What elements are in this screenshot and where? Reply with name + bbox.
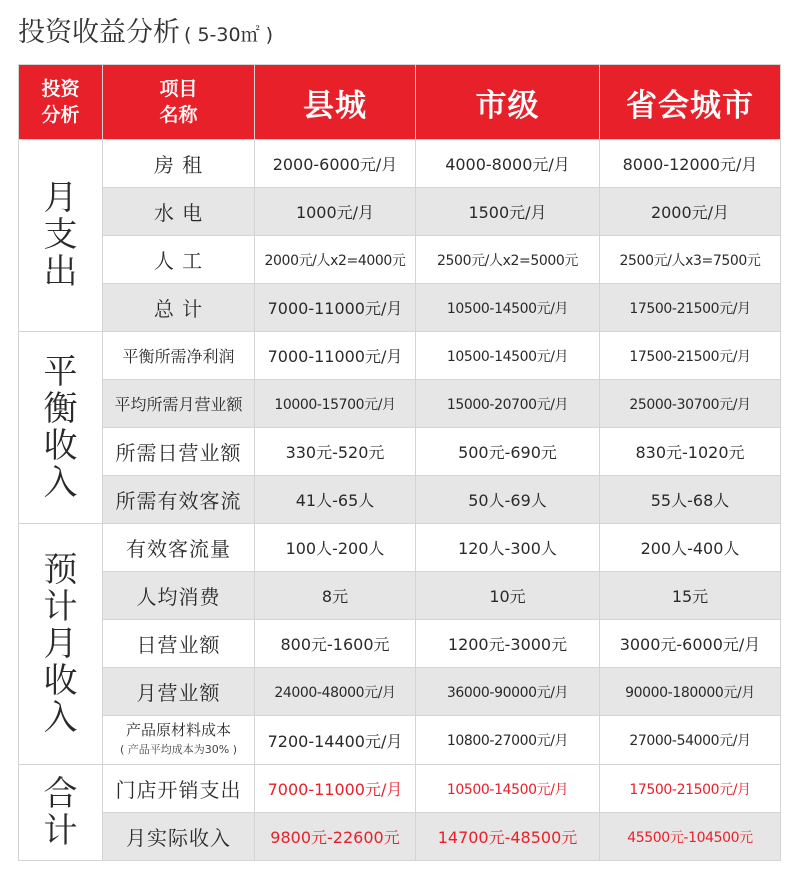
value-city: 2500元/人x2=5000元 xyxy=(416,236,600,284)
table-row xyxy=(19,524,781,572)
table-row xyxy=(19,813,781,861)
table-row xyxy=(19,620,781,668)
row-item-label: 月实际收入 xyxy=(126,826,231,850)
table-row xyxy=(19,716,781,765)
row-item-name xyxy=(103,524,255,572)
header-row xyxy=(19,65,781,140)
value-county: 9800元-22600元 xyxy=(255,813,416,861)
value-city: 10500-14500元/月 xyxy=(416,284,600,332)
value-county: 1000元/月 xyxy=(255,188,416,236)
row-item-label: 月营业额 xyxy=(136,681,221,705)
value-county: 330元-520元 xyxy=(255,428,416,476)
value-city: 10800-27000元/月 xyxy=(416,716,600,765)
group-label-char: 平 xyxy=(43,351,78,392)
row-item-label: 平衡所需净利润 xyxy=(122,347,235,366)
value-county: 100人-200人 xyxy=(255,524,416,572)
row-item-label: 人均消费 xyxy=(136,585,221,609)
table-row xyxy=(19,476,781,524)
row-item-label: 房 租 xyxy=(153,153,204,177)
value-provincial-capital: 45500元-104500元 xyxy=(600,813,781,861)
value-provincial-capital: 15元 xyxy=(600,572,781,620)
value-city: 10元 xyxy=(416,572,600,620)
row-item-name xyxy=(103,668,255,716)
row-item-name xyxy=(103,140,255,188)
row-item-name xyxy=(103,380,255,428)
header-corner xyxy=(19,65,103,140)
group-label-char: 收 xyxy=(43,425,78,466)
row-item-label: 人 工 xyxy=(153,249,204,273)
value-provincial-capital: 25000-30700元/月 xyxy=(600,380,781,428)
group-label-char: 衡 xyxy=(43,388,78,429)
header-provincial-capital: 省会城市 xyxy=(600,65,781,140)
value-provincial-capital: 2500元/人x3=7500元 xyxy=(600,236,781,284)
row-item-name xyxy=(103,716,255,765)
row-item-name xyxy=(103,620,255,668)
table-body xyxy=(19,140,781,861)
value-provincial-capital: 17500-21500元/月 xyxy=(600,284,781,332)
table-row xyxy=(19,284,781,332)
row-item-name xyxy=(103,765,255,813)
value-city: 14700元-48500元 xyxy=(416,813,600,861)
value-city: 4000-8000元/月 xyxy=(416,140,600,188)
value-county: 7000-11000元/月 xyxy=(255,765,416,813)
row-item-label: 门店开销支出 xyxy=(115,778,242,802)
value-county: 2000-6000元/月 xyxy=(255,140,416,188)
header-item-line-1: 项目 xyxy=(159,78,198,100)
row-item-name xyxy=(103,813,255,861)
value-county: 800元-1600元 xyxy=(255,620,416,668)
header-county: 县城 xyxy=(255,65,416,140)
row-item-label: 有效客流量 xyxy=(126,537,231,561)
group-label-char: 出 xyxy=(43,252,78,292)
value-provincial-capital: 90000-180000元/月 xyxy=(600,668,781,716)
row-item-name xyxy=(103,284,255,332)
title-area-range: ( 5-30㎡ ) xyxy=(184,24,274,46)
value-city: 1200元-3000元 xyxy=(416,620,600,668)
group-label-char: 计 xyxy=(43,586,78,627)
value-provincial-capital: 3000元-6000元/月 xyxy=(600,620,781,668)
table-row xyxy=(19,332,781,380)
row-item-label: 总 计 xyxy=(153,297,204,321)
group-label-char: 支 xyxy=(43,215,78,255)
value-county: 10000-15700元/月 xyxy=(255,380,416,428)
group-label-char: 预 xyxy=(43,549,78,590)
row-item-name xyxy=(103,572,255,620)
value-city: 15000-20700元/月 xyxy=(416,380,600,428)
row-item-label: 平均所需月营业额 xyxy=(114,395,243,414)
value-provincial-capital: 2000元/月 xyxy=(600,188,781,236)
row-item-label: 产品原材料成本 xyxy=(125,721,231,739)
table-row xyxy=(19,380,781,428)
value-county: 7200-14400元/月 xyxy=(255,716,416,765)
header-corner-line-1: 投资 xyxy=(41,78,80,100)
table-row xyxy=(19,140,781,188)
value-provincial-capital: 17500-21500元/月 xyxy=(600,765,781,813)
value-city: 500元-690元 xyxy=(416,428,600,476)
header-corner-line-2: 分析 xyxy=(41,104,80,126)
row-item-label: 所需有效客流 xyxy=(115,489,242,513)
row-item-name xyxy=(103,236,255,284)
value-provincial-capital: 830元-1020元 xyxy=(600,428,781,476)
value-city: 50人-69人 xyxy=(416,476,600,524)
value-county: 24000-48000元/月 xyxy=(255,668,416,716)
value-city: 1500元/月 xyxy=(416,188,600,236)
row-item-label: 日营业额 xyxy=(136,633,221,657)
group-label-char: 月 xyxy=(43,623,78,664)
value-provincial-capital: 27000-54000元/月 xyxy=(600,716,781,765)
value-city: 36000-90000元/月 xyxy=(416,668,600,716)
table-row xyxy=(19,188,781,236)
row-item-label: 水 电 xyxy=(153,201,204,225)
table-row xyxy=(19,236,781,284)
value-county: 7000-11000元/月 xyxy=(255,284,416,332)
title-text: 投资收益分析 xyxy=(18,17,180,48)
page-title xyxy=(18,10,273,49)
group-break-even-income xyxy=(19,332,103,524)
row-item-name xyxy=(103,332,255,380)
row-item-name xyxy=(103,188,255,236)
group-label-char: 合 xyxy=(43,773,78,814)
row-item-label: 所需日营业额 xyxy=(115,441,242,465)
header-city: 市级 xyxy=(416,65,600,140)
group-label-char: 收 xyxy=(43,660,78,701)
table-row xyxy=(19,668,781,716)
group-monthly-expense xyxy=(19,140,103,332)
value-city: 10500-14500元/月 xyxy=(416,765,600,813)
value-provincial-capital: 55人-68人 xyxy=(600,476,781,524)
table-row xyxy=(19,572,781,620)
value-city: 120人-300人 xyxy=(416,524,600,572)
group-label-char: 入 xyxy=(43,697,78,738)
value-county: 7000-11000元/月 xyxy=(255,332,416,380)
row-item-name xyxy=(103,476,255,524)
table-row xyxy=(19,428,781,476)
group-estimated-monthly-income xyxy=(19,524,103,765)
value-provincial-capital: 200人-400人 xyxy=(600,524,781,572)
row-item-note: ( 产品平均成本为30% ) xyxy=(119,743,238,756)
value-city: 10500-14500元/月 xyxy=(416,332,600,380)
group-total xyxy=(19,765,103,861)
value-county: 41人-65人 xyxy=(255,476,416,524)
value-county: 8元 xyxy=(255,572,416,620)
investment-table xyxy=(18,64,781,861)
value-provincial-capital: 8000-12000元/月 xyxy=(600,140,781,188)
row-item-name xyxy=(103,428,255,476)
group-label-char: 入 xyxy=(43,462,78,503)
group-label-char: 计 xyxy=(43,810,78,851)
header-item-name xyxy=(103,65,255,140)
group-label-char: 月 xyxy=(43,178,78,218)
value-county: 2000元/人x2=4000元 xyxy=(255,236,416,284)
header-item-line-2: 名称 xyxy=(159,104,198,126)
value-provincial-capital: 17500-21500元/月 xyxy=(600,332,781,380)
table-row xyxy=(19,765,781,813)
